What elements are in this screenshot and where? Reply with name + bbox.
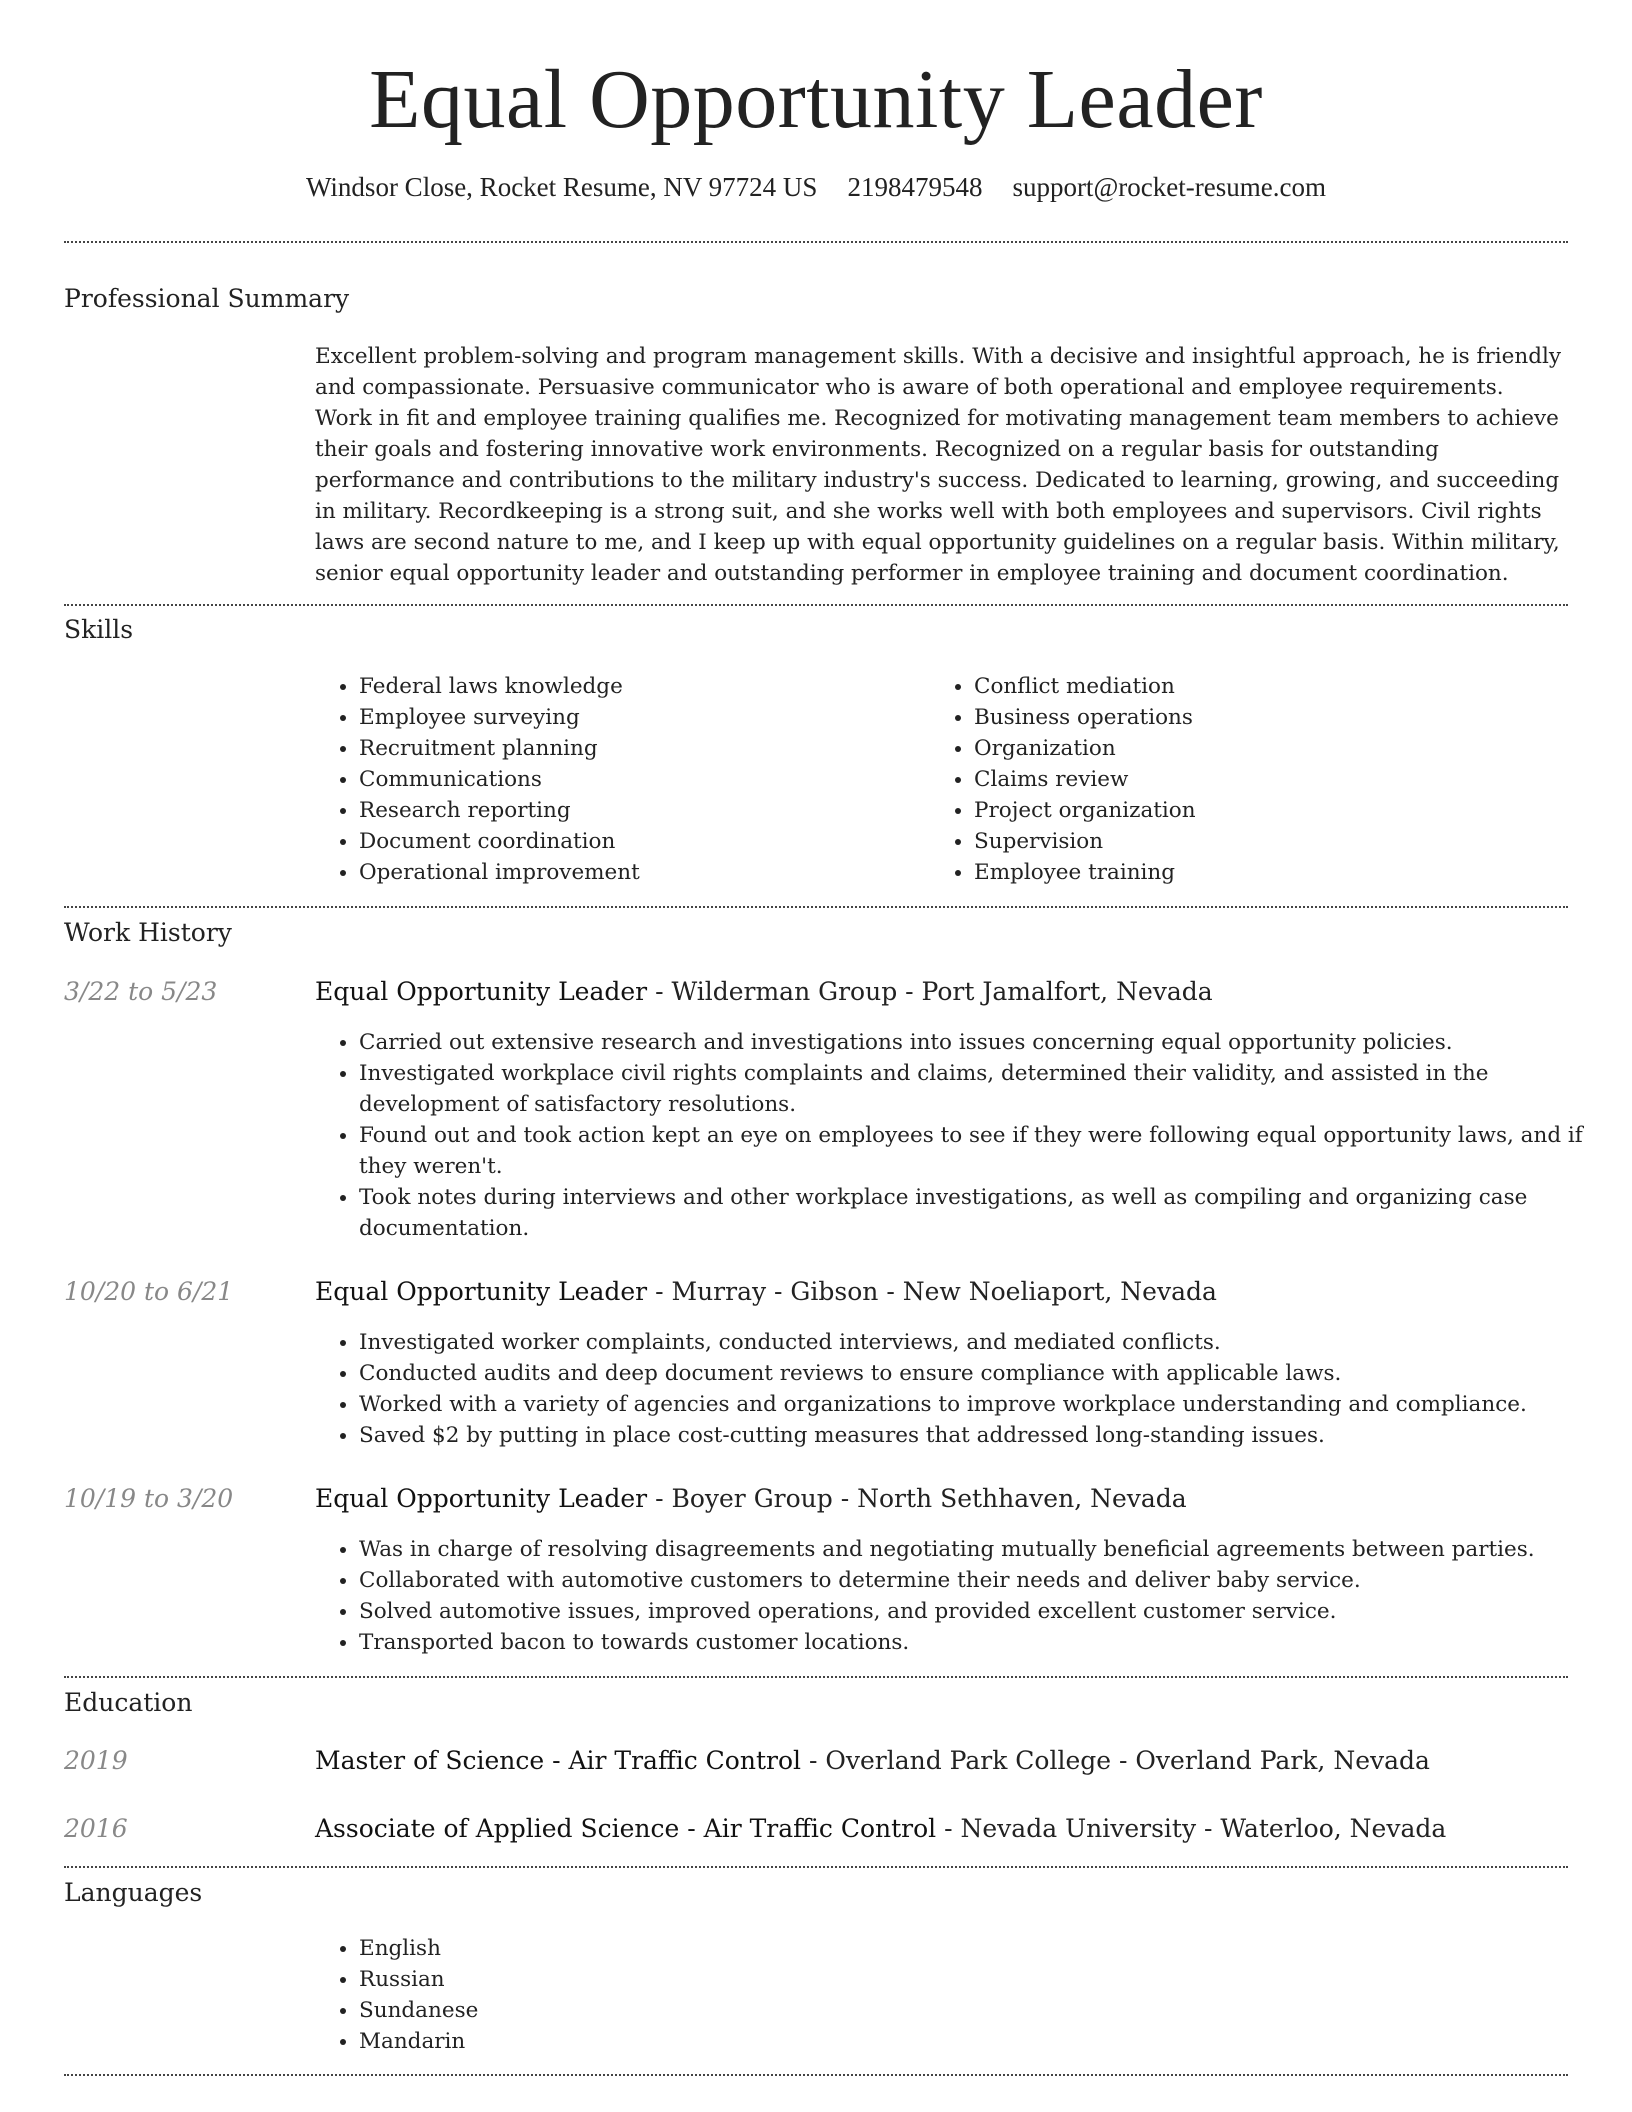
job-dates: 3/22 to 5/23: [64, 977, 218, 1006]
section-divider: [64, 1866, 1568, 1868]
language-item: • Russian: [359, 1964, 919, 1995]
skills-list-left: [315, 671, 919, 888]
education-entry: [315, 1745, 1430, 1777]
summary-text: Excellent problem-solving and program management skills. With a decisive and insightful approach, he is friendly and compassionate. Persuasive communicator who is aware of both operational and employee requirements. Work in fit and employee training qualifies me. Recognized for motivating management team members to achieve their goals and fostering innovative work environments. Recognized on a regular basis for outstanding performance and contributions to the military industry's success. Dedicated to learning, growing, and succeeding in military. Recordkeeping is a strong suit, and she works well with both employees and supervisors. Civil rights laws are second nature to me, and I keep up with equal opportunity guidelines on a regular basis. Within military, senior equal opportunity leader and outstanding performer in employee training and document coordination.: [315, 344, 1562, 586]
skill-item: • Document coordination: [359, 826, 919, 857]
job-title: [315, 1483, 1187, 1515]
job-details: - Wilderman Group - Port Jamalfort, Nevada: [647, 977, 1213, 1006]
job-bullet: • Found out and took action kept an eye on employees to see if they were following equal opportunity laws, and if they weren't.: [359, 1120, 1609, 1182]
skill-item: • Research reporting: [359, 795, 919, 826]
skill-item: • Conflict mediation: [974, 671, 1574, 702]
job-bullet: • Took notes during interviews and other workplace investigations, as well as compiling and organizing case documentation.: [359, 1182, 1609, 1244]
education-degree: Master of Science - Air Traffic Control: [315, 1746, 801, 1775]
job-title: [315, 1276, 1217, 1308]
education-degree: Associate of Applied Science - Air Traffic Control: [315, 1814, 937, 1843]
job-bullets: [315, 1027, 1609, 1244]
contact-line: [0, 170, 1632, 204]
languages-list: [315, 1933, 919, 2057]
job-bullet: • Worked with a variety of agencies and organizations to improve workplace understanding and compliance.: [359, 1389, 1609, 1420]
education-year: 2019: [64, 1746, 128, 1775]
education-heading: Education: [64, 1688, 193, 1717]
job-role: Equal Opportunity Leader: [315, 977, 648, 1006]
work-history-heading: Work History: [64, 918, 232, 947]
education-details: - Overland Park College - Overland Park, Nevada: [801, 1746, 1430, 1775]
job-dates: 10/20 to 6/21: [64, 1277, 234, 1306]
skill-item: • Recruitment planning: [359, 733, 919, 764]
skill-item: • Project organization: [974, 795, 1574, 826]
section-divider: [64, 906, 1568, 908]
job-details: - Murray - Gibson - New Noeliaport, Nevada: [647, 1277, 1217, 1306]
language-item: • Sundanese: [359, 1995, 919, 2026]
skill-item: • Business operations: [974, 702, 1574, 733]
resume-name: Equal Opportunity Leader: [369, 53, 1263, 146]
skill-item: • Operational improvement: [359, 857, 919, 888]
job-bullet: • Was in charge of resolving disagreements and negotiating mutually beneficial agreements between parties.: [359, 1534, 1609, 1565]
job-bullets: [315, 1534, 1609, 1658]
summary-heading: Professional Summary: [64, 284, 350, 313]
job-bullet: • Carried out extensive research and investigations into issues concerning equal opportunity policies.: [359, 1027, 1609, 1058]
language-item: • English: [359, 1933, 919, 1964]
contact-address: Windsor Close, Rocket Resume, NV 97724 US: [306, 172, 818, 202]
job-bullets: [315, 1327, 1609, 1451]
job-role: Equal Opportunity Leader: [315, 1484, 648, 1513]
education-entry: [315, 1813, 1446, 1845]
job-details: - Boyer Group - North Sethhaven, Nevada: [647, 1484, 1187, 1513]
skill-item: • Employee surveying: [359, 702, 919, 733]
skill-item: • Employee training: [974, 857, 1574, 888]
job-role: Equal Opportunity Leader: [315, 1277, 648, 1306]
job-bullet: • Saved $2 by putting in place cost-cutting measures that addressed long-standing issues.: [359, 1420, 1609, 1451]
contact-phone: 2198479548: [847, 172, 983, 202]
section-divider: [64, 604, 1568, 606]
languages-heading: Languages: [64, 1878, 203, 1907]
skill-item: • Supervision: [974, 826, 1574, 857]
skill-item: • Communications: [359, 764, 919, 795]
skill-item: • Federal laws knowledge: [359, 671, 919, 702]
job-bullet: • Solved automotive issues, improved operations, and provided excellent customer service.: [359, 1596, 1609, 1627]
education-details: - Nevada University - Waterloo, Nevada: [936, 1814, 1447, 1843]
section-divider: [64, 241, 1568, 243]
job-bullet: • Conducted audits and deep document reviews to ensure compliance with applicable laws.: [359, 1358, 1609, 1389]
language-item: • Mandarin: [359, 2026, 919, 2057]
skills-heading: Skills: [64, 615, 134, 644]
contact-email: support@rocket-resume.com: [1012, 172, 1326, 202]
job-dates: 10/19 to 3/20: [64, 1484, 234, 1513]
education-year: 2016: [64, 1814, 128, 1843]
skills-list-right: [930, 671, 1574, 888]
section-divider: [64, 2074, 1568, 2076]
job-bullet: • Transported bacon to towards customer locations.: [359, 1627, 1609, 1658]
job-title: [315, 976, 1213, 1008]
job-bullet: • Investigated workplace civil rights complaints and claims, determined their validity, and assisted in the development of satisfactory resolutions.: [359, 1058, 1609, 1120]
section-divider: [64, 1676, 1568, 1678]
job-bullet: • Collaborated with automotive customers to determine their needs and deliver baby service.: [359, 1565, 1609, 1596]
job-bullet: • Investigated worker complaints, conducted interviews, and mediated conflicts.: [359, 1327, 1609, 1358]
skill-item: • Organization: [974, 733, 1574, 764]
skill-item: • Claims review: [974, 764, 1574, 795]
